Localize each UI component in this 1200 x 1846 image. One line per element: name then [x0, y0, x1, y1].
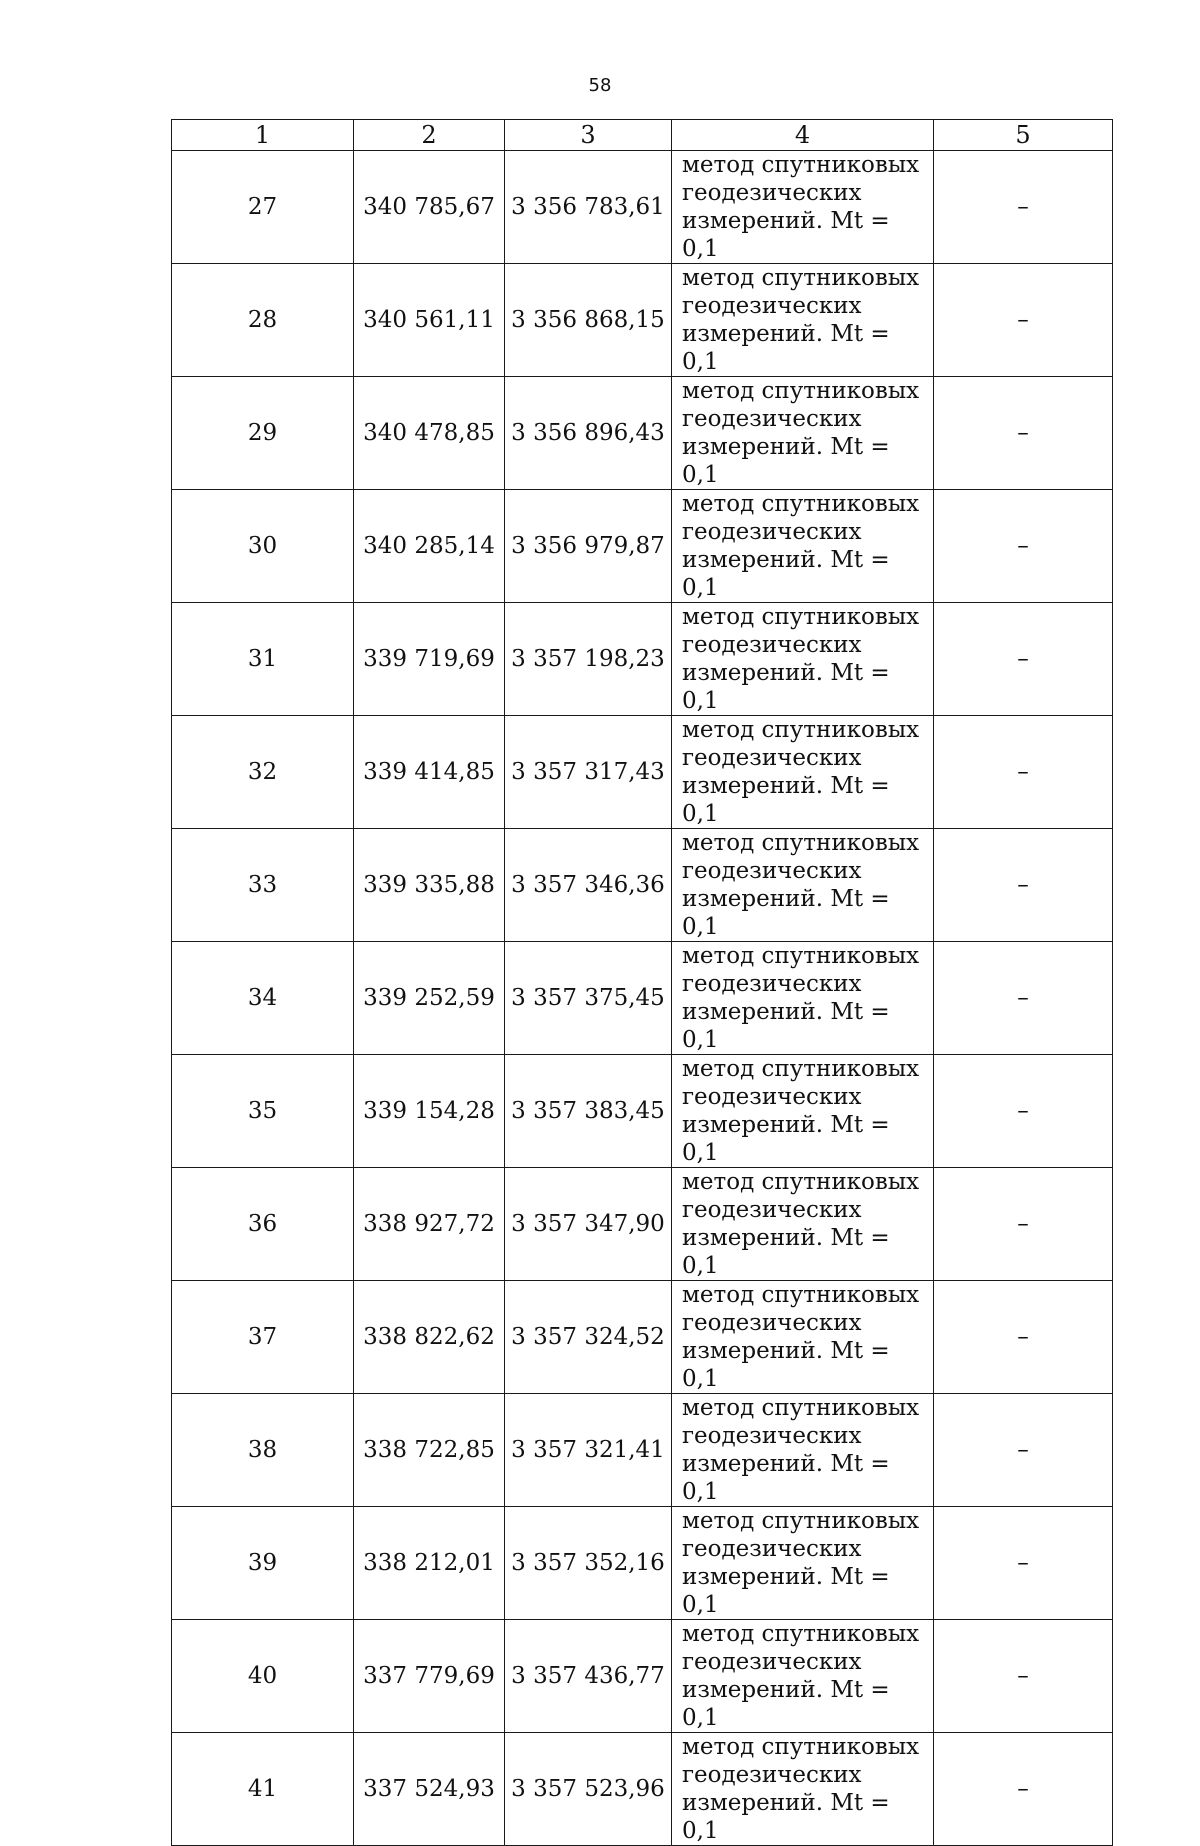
method-line: измерений. Mt = 0,1	[682, 434, 890, 488]
y-coordinate-cell: 3 357 198,23	[505, 603, 672, 716]
method-line: геодезических	[682, 971, 862, 997]
y-coordinate-cell: 3 357 375,45	[505, 942, 672, 1055]
method-line: метод спутниковых	[682, 265, 920, 291]
point-number-cell: 40	[172, 1620, 354, 1733]
method-line: измерений. Mt = 0,1	[682, 208, 890, 262]
method-cell	[672, 1733, 934, 1846]
method-line: измерений. Mt = 0,1	[682, 1112, 890, 1166]
method-line: метод спутниковых	[682, 1282, 920, 1308]
method-line: метод спутниковых	[682, 830, 920, 856]
table-row	[172, 1507, 1113, 1620]
table-row	[172, 716, 1113, 829]
method-line: геодезических	[682, 745, 862, 771]
x-coordinate-cell: 338 722,85	[354, 1394, 505, 1507]
x-coordinate-cell: 340 785,67	[354, 151, 505, 264]
point-number-cell: 35	[172, 1055, 354, 1168]
note-cell: –	[934, 1507, 1113, 1620]
method-line: измерений. Mt = 0,1	[682, 660, 890, 714]
x-coordinate-cell: 339 335,88	[354, 829, 505, 942]
method-line: измерений. Mt = 0,1	[682, 1564, 890, 1618]
y-coordinate-cell: 3 357 324,52	[505, 1281, 672, 1394]
method-cell	[672, 1507, 934, 1620]
method-line: геодезических	[682, 1197, 862, 1223]
note-cell: –	[934, 829, 1113, 942]
y-coordinate-cell: 3 356 868,15	[505, 264, 672, 377]
note-cell: –	[934, 1055, 1113, 1168]
point-number-cell: 39	[172, 1507, 354, 1620]
table-row	[172, 377, 1113, 490]
table-row	[172, 1620, 1113, 1733]
point-number-cell: 38	[172, 1394, 354, 1507]
method-line: геодезических	[682, 180, 862, 206]
header-row	[172, 120, 1113, 151]
note-cell: –	[934, 377, 1113, 490]
method-cell	[672, 377, 934, 490]
table-row	[172, 603, 1113, 716]
method-line: метод спутниковых	[682, 1056, 920, 1082]
method-line: измерений. Mt = 0,1	[682, 1790, 890, 1844]
y-coordinate-cell: 3 357 383,45	[505, 1055, 672, 1168]
note-cell: –	[934, 1281, 1113, 1394]
note-cell: –	[934, 716, 1113, 829]
point-number-cell: 29	[172, 377, 354, 490]
method-line: метод спутниковых	[682, 491, 920, 517]
table-body	[172, 151, 1113, 1846]
method-cell	[672, 942, 934, 1055]
note-cell: –	[934, 1168, 1113, 1281]
method-cell	[672, 716, 934, 829]
point-number-cell: 27	[172, 151, 354, 264]
note-cell: –	[934, 490, 1113, 603]
point-number-cell: 28	[172, 264, 354, 377]
method-cell	[672, 1168, 934, 1281]
table-row	[172, 264, 1113, 377]
method-line: геодезических	[682, 293, 862, 319]
y-coordinate-cell: 3 357 317,43	[505, 716, 672, 829]
method-line: метод спутниковых	[682, 1395, 920, 1421]
x-coordinate-cell: 339 154,28	[354, 1055, 505, 1168]
y-coordinate-cell: 3 356 783,61	[505, 151, 672, 264]
point-number-cell: 30	[172, 490, 354, 603]
point-number-cell: 36	[172, 1168, 354, 1281]
x-coordinate-cell: 339 252,59	[354, 942, 505, 1055]
method-line: геодезических	[682, 858, 862, 884]
header-col-1: 1	[172, 120, 354, 151]
method-cell	[672, 1055, 934, 1168]
x-coordinate-cell: 339 719,69	[354, 603, 505, 716]
y-coordinate-cell: 3 357 347,90	[505, 1168, 672, 1281]
y-coordinate-cell: 3 357 346,36	[505, 829, 672, 942]
method-line: метод спутниковых	[682, 378, 920, 404]
x-coordinate-cell: 337 779,69	[354, 1620, 505, 1733]
header-col-4: 4	[672, 120, 934, 151]
y-coordinate-cell: 3 357 523,96	[505, 1733, 672, 1846]
header-col-5: 5	[934, 120, 1113, 151]
x-coordinate-cell: 338 927,72	[354, 1168, 505, 1281]
method-line: метод спутниковых	[682, 1621, 920, 1647]
x-coordinate-cell: 340 285,14	[354, 490, 505, 603]
header-col-3: 3	[505, 120, 672, 151]
point-number-cell: 37	[172, 1281, 354, 1394]
note-cell: –	[934, 1620, 1113, 1733]
coordinates-table	[171, 119, 1113, 1846]
table-row	[172, 942, 1113, 1055]
method-line: метод спутниковых	[682, 152, 920, 178]
note-cell: –	[934, 151, 1113, 264]
method-line: измерений. Mt = 0,1	[682, 1677, 890, 1731]
method-line: геодезических	[682, 1649, 862, 1675]
method-line: метод спутниковых	[682, 943, 920, 969]
x-coordinate-cell: 338 212,01	[354, 1507, 505, 1620]
x-coordinate-cell: 337 524,93	[354, 1733, 505, 1846]
note-cell: –	[934, 603, 1113, 716]
x-coordinate-cell: 340 478,85	[354, 377, 505, 490]
method-line: измерений. Mt = 0,1	[682, 886, 890, 940]
method-line: измерений. Mt = 0,1	[682, 1338, 890, 1392]
method-line: геодезических	[682, 1762, 862, 1788]
page-number: 58	[588, 75, 612, 96]
y-coordinate-cell: 3 356 896,43	[505, 377, 672, 490]
table-row	[172, 1168, 1113, 1281]
method-line: измерений. Mt = 0,1	[682, 1225, 890, 1279]
table-row	[172, 1055, 1113, 1168]
header-col-2: 2	[354, 120, 505, 151]
method-line: метод спутниковых	[682, 1508, 920, 1534]
method-cell	[672, 1620, 934, 1733]
note-cell: –	[934, 1733, 1113, 1846]
x-coordinate-cell: 340 561,11	[354, 264, 505, 377]
point-number-cell: 31	[172, 603, 354, 716]
method-line: геодезических	[682, 1310, 862, 1336]
method-cell	[672, 603, 934, 716]
method-line: измерений. Mt = 0,1	[682, 773, 890, 827]
x-coordinate-cell: 339 414,85	[354, 716, 505, 829]
table-row	[172, 1281, 1113, 1394]
point-number-cell: 41	[172, 1733, 354, 1846]
table-row	[172, 151, 1113, 264]
method-cell	[672, 490, 934, 603]
note-cell: –	[934, 942, 1113, 1055]
method-cell	[672, 1394, 934, 1507]
table-row	[172, 1733, 1113, 1846]
method-line: измерений. Mt = 0,1	[682, 547, 890, 601]
method-line: геодезических	[682, 1084, 862, 1110]
method-line: метод спутниковых	[682, 1734, 920, 1760]
y-coordinate-cell: 3 357 352,16	[505, 1507, 672, 1620]
y-coordinate-cell: 3 356 979,87	[505, 490, 672, 603]
method-line: измерений. Mt = 0,1	[682, 1451, 890, 1505]
method-line: геодезических	[682, 632, 862, 658]
method-line: измерений. Mt = 0,1	[682, 999, 890, 1053]
method-line: метод спутниковых	[682, 604, 920, 630]
y-coordinate-cell: 3 357 321,41	[505, 1394, 672, 1507]
table-header	[172, 120, 1113, 151]
method-line: геодезических	[682, 519, 862, 545]
point-number-cell: 34	[172, 942, 354, 1055]
method-line: геодезических	[682, 1423, 862, 1449]
method-line: геодезических	[682, 1536, 862, 1562]
table-row	[172, 490, 1113, 603]
method-cell	[672, 829, 934, 942]
y-coordinate-cell: 3 357 436,77	[505, 1620, 672, 1733]
table-row	[172, 1394, 1113, 1507]
method-line: геодезических	[682, 406, 862, 432]
point-number-cell: 33	[172, 829, 354, 942]
point-number-cell: 32	[172, 716, 354, 829]
method-cell	[672, 151, 934, 264]
x-coordinate-cell: 338 822,62	[354, 1281, 505, 1394]
method-line: метод спутниковых	[682, 717, 920, 743]
method-cell	[672, 1281, 934, 1394]
method-line: метод спутниковых	[682, 1169, 920, 1195]
note-cell: –	[934, 264, 1113, 377]
method-cell	[672, 264, 934, 377]
note-cell: –	[934, 1394, 1113, 1507]
table-row	[172, 829, 1113, 942]
method-line: измерений. Mt = 0,1	[682, 321, 890, 375]
